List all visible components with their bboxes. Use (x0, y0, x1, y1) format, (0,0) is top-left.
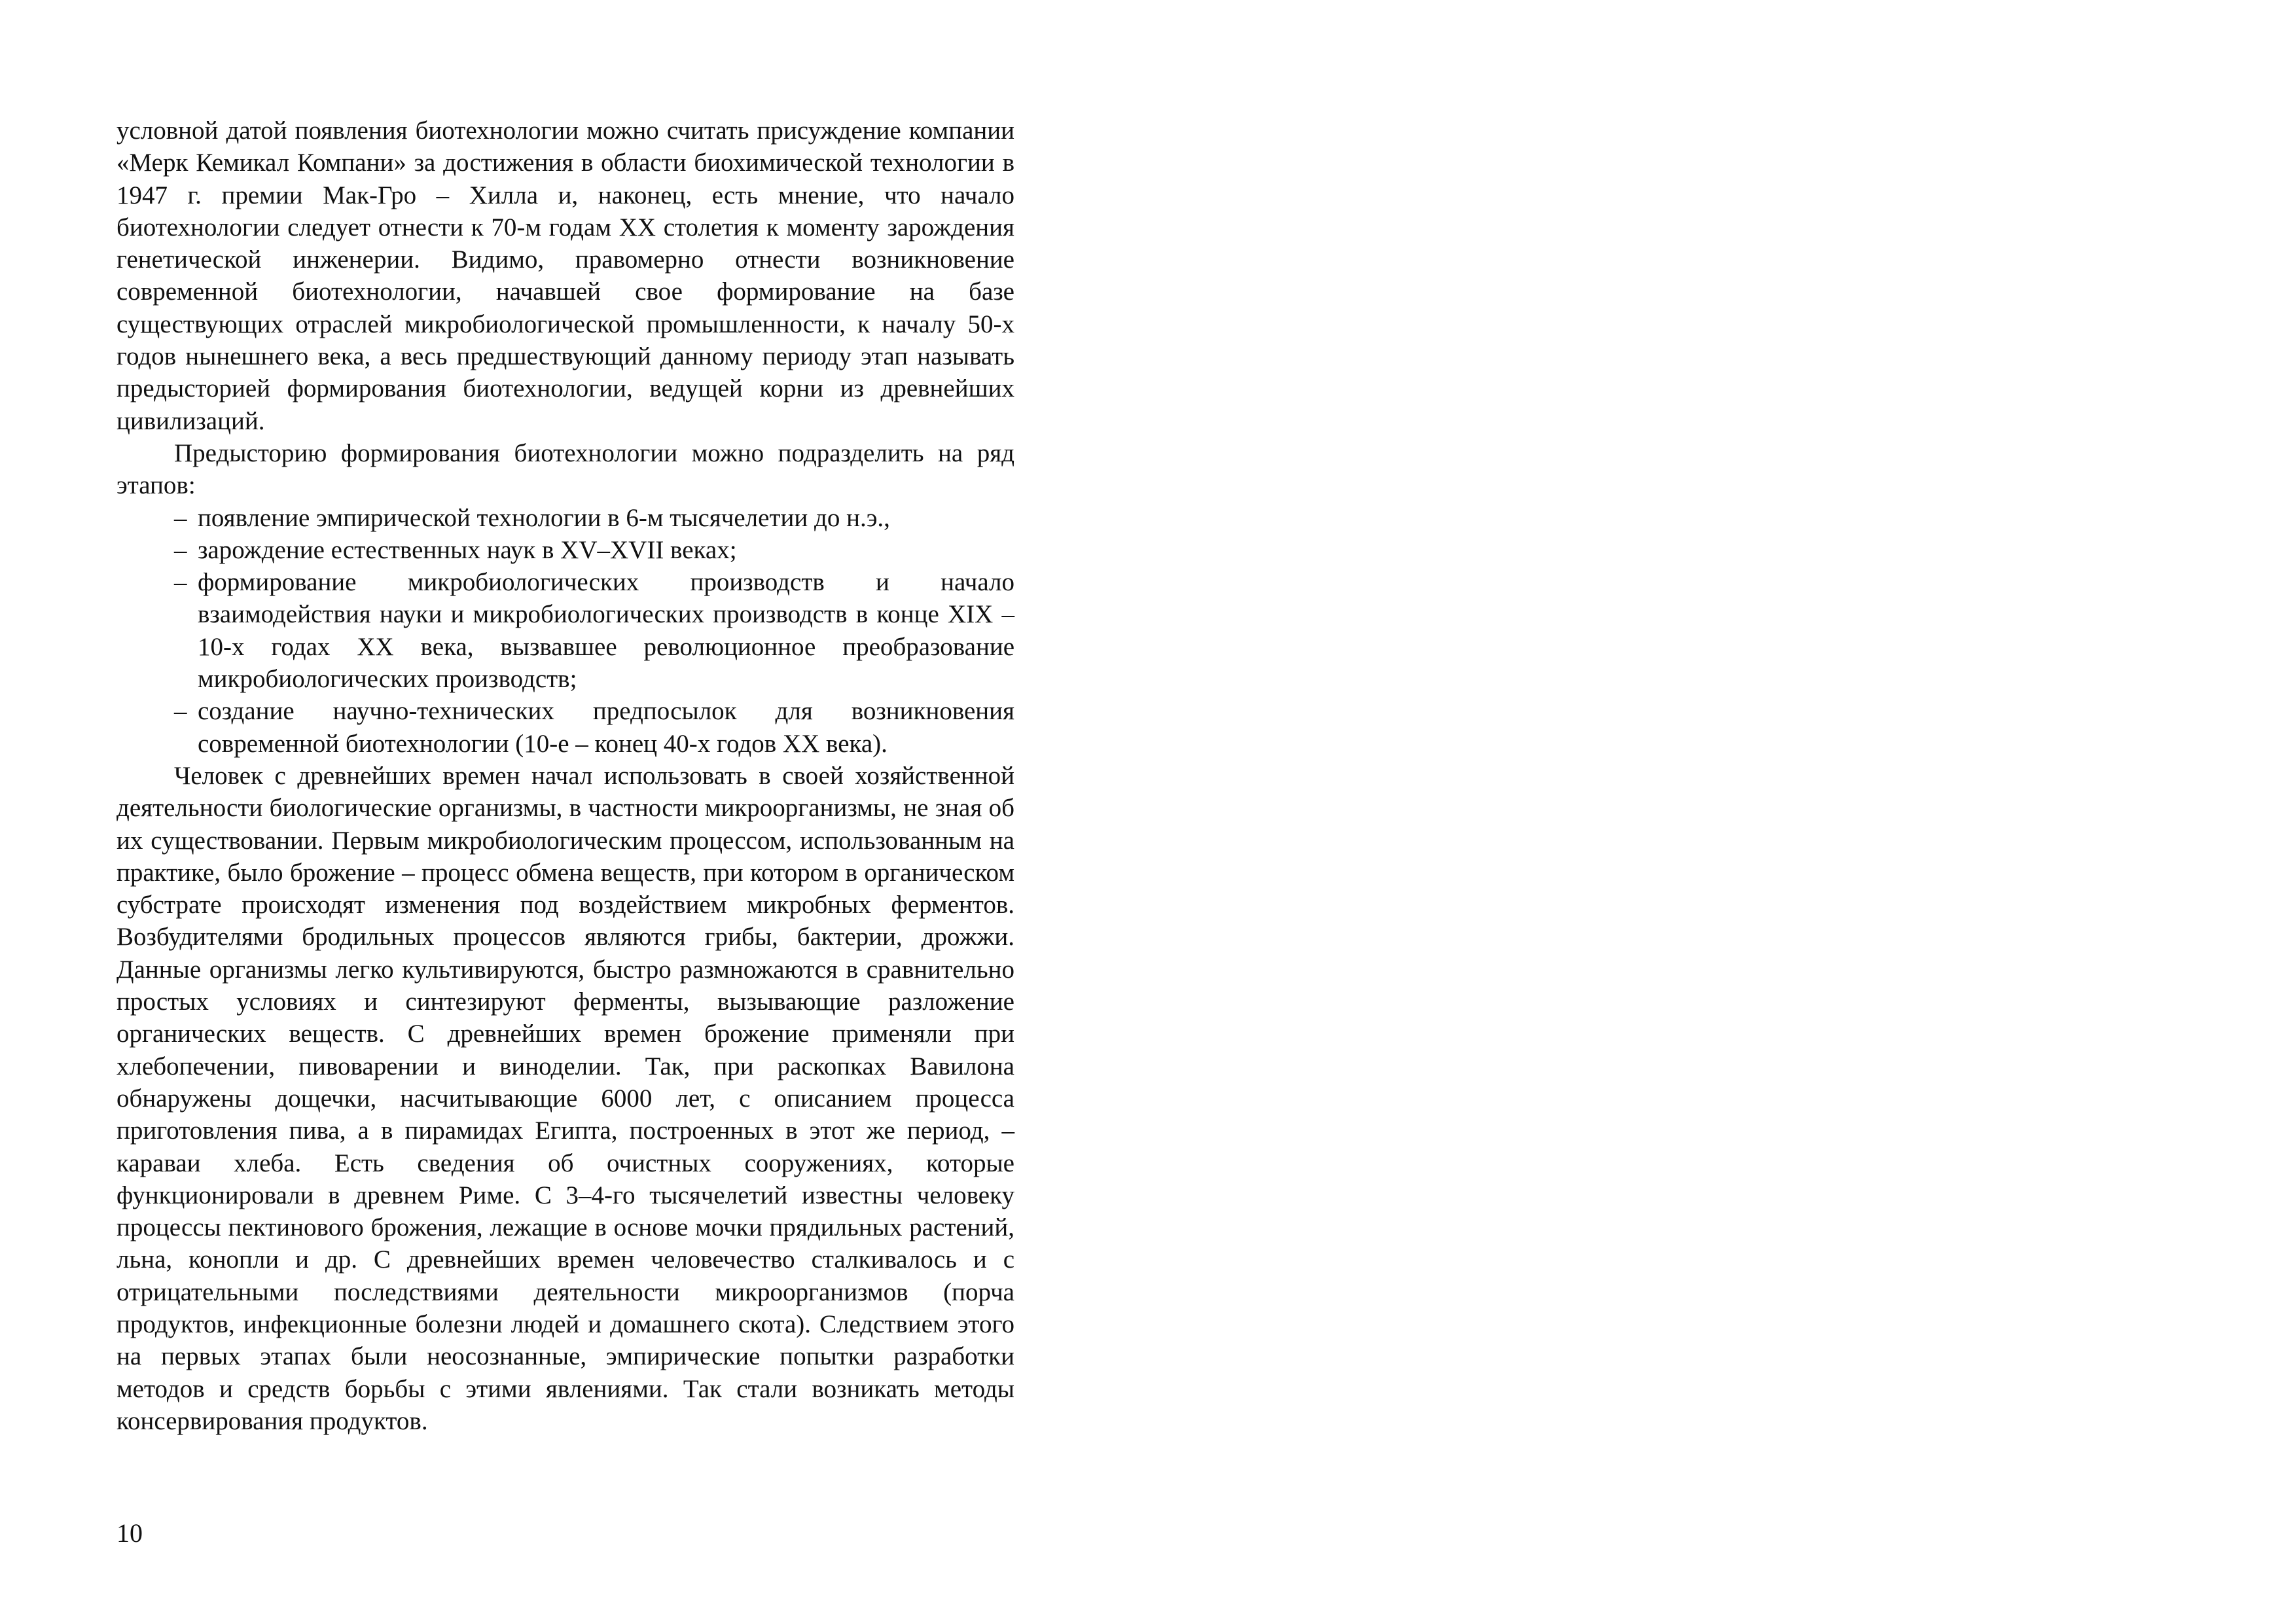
page-number: 10 (117, 1518, 143, 1548)
paragraph-3: Человек с древнейших времен начал использовать в своей хозяйственной деятельности биологические организмы, в частности микроорганизмы, не зная об их существовании. Первым микробиологическим процессом, использованным на практике, было брожение – процесс обмена веществ, при котором в органическом субстрате происходят изменения под воздействием микробных ферментов. Возбудителями бродильных процессов являются грибы, бактерии, дрожжи. Данные организмы легко культивируются, быстро размножаются в сравнительно простых условиях и синтезируют ферменты, вызывающие разложение органических веществ. С древнейших времен брожение применяли при хлебопечении, пивоварении и виноделии. Так, при раскопках Вавилона обнаружены дощечки, насчитывающие 6000 лет, с описанием процесса приготовления пива, а в пирамидах Египта, построенных в этот же период, – караваи хлеба. Есть сведения об очистных сооружениях, которые функционировали в древнем Риме. С 3–4-го тысячелетий известны человеку процессы пектинового брожения, лежащие в основе мочки прядильных растений, льна, конопли и др. С древнейших времен человечество сталкивалось и с отрицательными последствиями деятельности микроорганизмов (порча продуктов, инфекционные болезни людей и домашнего скота). Следствием этого на первых этапах были неосознанные, эмпирические попытки разработки методов и средств борьбы с этими явлениями. Так стали возникать методы консервирования продуктов. (117, 761, 1014, 1435)
list-item: – формирование микробиологических производств и начало взаимодействия науки и микробиологических производств в конце XIX – 10-х годах XX века, вызвавшее революционное преобразование микробиологических производств; (174, 566, 1014, 695)
list-item: – появление эмпирической технологии в 6-м тысячелетии до н.э., (174, 502, 1014, 534)
paragraph-1: условной датой появления биотехнологии можно считать присуждение компании «Мерк Кемикал Компани» за достижения в области биохимической технологии в 1947 г. премии Мак-Гро – Хилла и, наконец, есть мнение, что начало биотехнологии следует отнести к 70-м годам XX столетия к моменту зарождения генетической инженерии. Видимо, правомерно отнести возникновение современной биотехнологии, начавшей свое формирование на базе существующих отраслей микробиологической промышленности, к началу 50-х годов нынешнего века, а весь предшествующий данному периоду этап называть предысторией формирования биотехнологии, ведущей корни из древнейших цивилизаций. (117, 116, 1014, 435)
list-item: – зарождение естественных наук в XV–XVII веках; (174, 534, 1014, 566)
text-column (117, 115, 1014, 1437)
paragraph-2: Предысторию формирования биотехнологии можно подразделить на ряд этапов: (117, 438, 1014, 500)
list-item: – создание научно-технических предпосылок для возникновения современной биотехнологии (10-е – конец 40-х годов XX века). (174, 695, 1014, 760)
stages-list (117, 502, 1014, 760)
